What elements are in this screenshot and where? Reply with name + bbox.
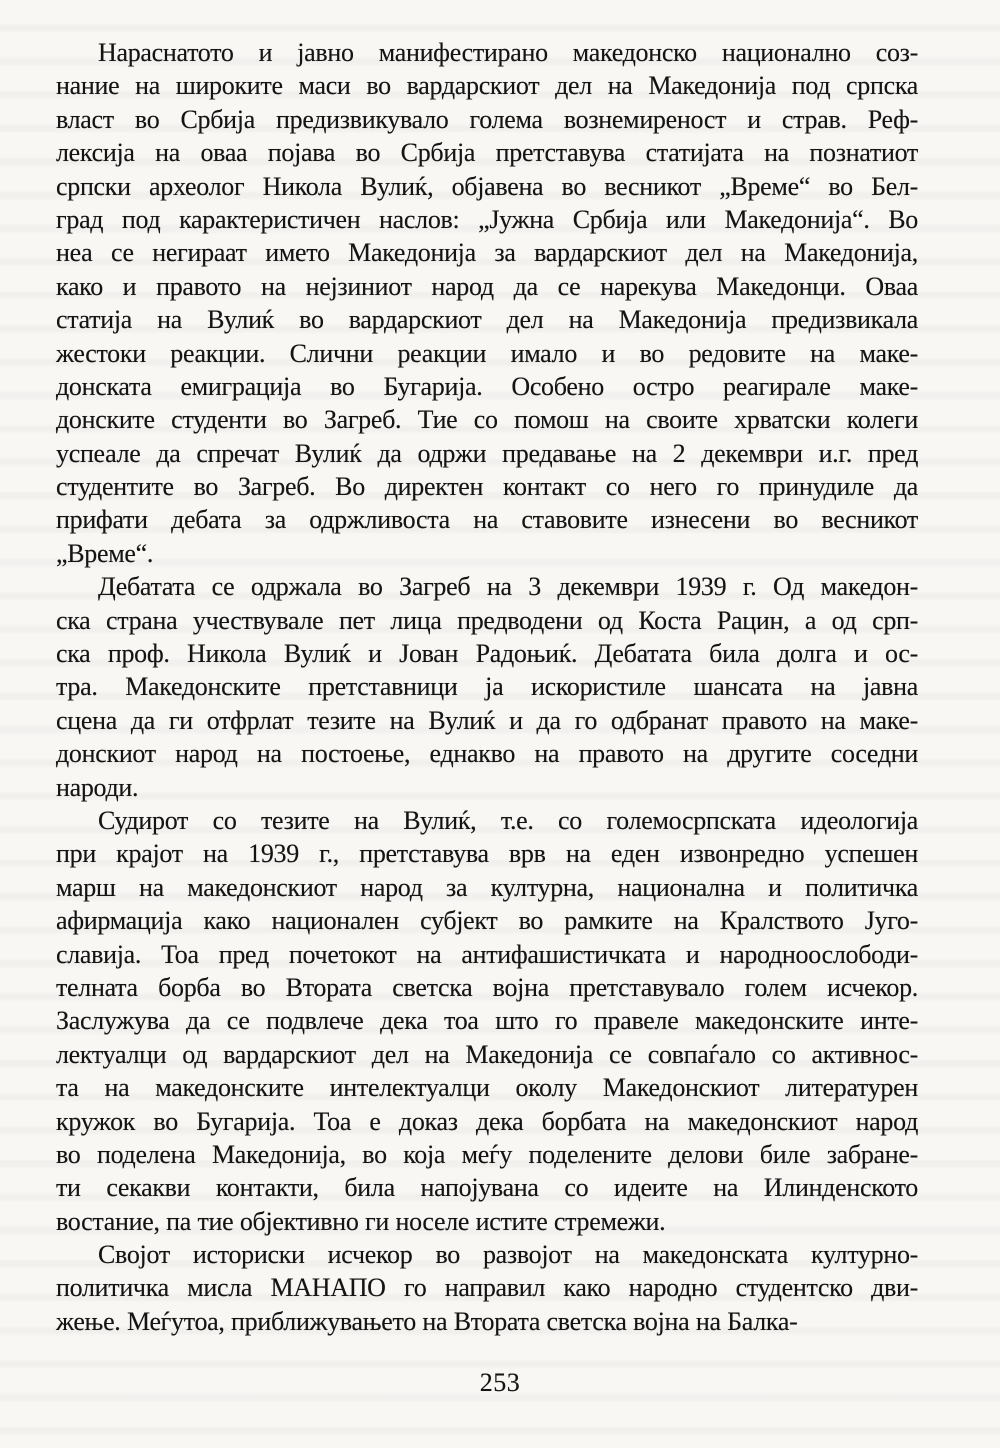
text-line: „Време“. [56,538,154,568]
text-line: Заслужува да се подвлече дека тоа што го правеле македонските инте- [56,1006,918,1036]
text-line: при крајот на 1939 г., претставува врв на еден извонредно успешен [56,839,918,869]
text-line: жење. Меѓутоа, приближувањето на Втората светска војна на Балка- [56,1306,798,1336]
body-text [56,36,918,1338]
text-line: Нараснатото и јавно манифестирано македонско национално соз- [98,38,918,67]
text-line: нание на широките маси во вардарскиот дел на Македонија под српска [56,71,918,101]
text-line: славија. Тоа пред почетокот на антифашистичката и народноослободи- [56,939,918,969]
text-line: тра. Македонските претставници ја искористиле шансата на јавна [56,672,918,702]
text-line: афирмација како национален субјект во рамките на Кралството Југо- [56,906,918,936]
text-line: Дебатата се одржала во Загреб на 3 декември 1939 г. Од македон- [98,572,918,602]
text-line: жестоки реакции. Слични реакции имало и во редовите на маке- [56,338,918,368]
text-line: власт во Србија предизвикувало голема вознемиреност и страв. Реф- [56,104,918,134]
text-line: донскиот народ на постоење, еднакво на правото на другите соседни [56,739,918,769]
text-line: народи. [56,772,139,802]
text-line: ти секакви контакти, била напојувана со идеите на Илинденското [56,1173,918,1203]
text-line: сцена да ги отфрлат тезите на Вулиќ и да го одбранат правото на маке- [56,705,918,735]
text-line: неа се негираат името Македонија за вардарскиот дел на Македонија, [56,238,918,268]
text-line: донските студенти во Загреб. Тие со помош на своите хрватски колеги [56,405,918,435]
text-line: телната борба во Втората светска војна претставувало голем исчекор. [56,972,918,1002]
text-line: Судирот со тезите на Вулиќ, т.е. со големосрпската идеологија [98,805,918,835]
text-line: марш на македонскиот народ за културна, национална и политичка [56,872,918,902]
paragraph [56,1238,918,1338]
text-line: статија на Вулиќ во вардарскиот дел на Македонија предизвикала [56,305,918,335]
text-line: Својот историски исчекор во развојот на македонската културно- [98,1240,918,1270]
text-line: прифати дебата за одржливоста на ставовите изнесени во весникот [56,505,918,535]
text-line: политичка мисла МАНАПО го направил како народно студентско дви- [56,1273,918,1303]
text-line: лектуалци од вардарскиот дел на Македонија се совпаѓало со активнос- [56,1039,918,1069]
text-line: та на македонските интелектуалци околу Македонскиот литературен [56,1073,918,1103]
text-line: ска страна учествувале пет лица предводени од Коста Рацин, а од срп- [56,605,918,635]
text-line: ска проф. Никола Вулиќ и Јован Радоњиќ. Дебатата била долга и ос- [56,639,918,669]
text-line: студентите во Загреб. Во директен контакт со него го принудиле да [56,472,918,502]
text-line: во поделена Македонија, во која меѓу поделените делови биле забране- [56,1139,918,1169]
text-line: српски археолог Никола Вулиќ, објавена во весникот „Време“ во Бел- [56,171,918,201]
text-line: востание, па тие објективно ги носеле истите стремежи. [56,1206,666,1236]
paragraph [56,804,918,1238]
paragraph [56,570,918,804]
text-line: лексија на оваа појава во Србија претставува статијата на познатиот [56,138,918,168]
text-line: донската емиграција во Бугарија. Особено остро реагирале маке- [56,371,918,401]
text-line: како и правото на нејзиниот народ да се нарекува Македонци. Оваа [56,271,918,301]
text-line: град под карактеристичен наслов: „Јужна Србија или Македонија“. Во [56,204,918,234]
text-line: кружок во Бугарија. Тоа е доказ дека борбата на македонскиот народ [56,1106,918,1136]
paragraph [56,36,918,570]
page-number: 253 [479,1368,521,1397]
text-line: успеале да спречат Вулиќ да одржи предавање на 2 декември и.г. пред [56,438,918,468]
